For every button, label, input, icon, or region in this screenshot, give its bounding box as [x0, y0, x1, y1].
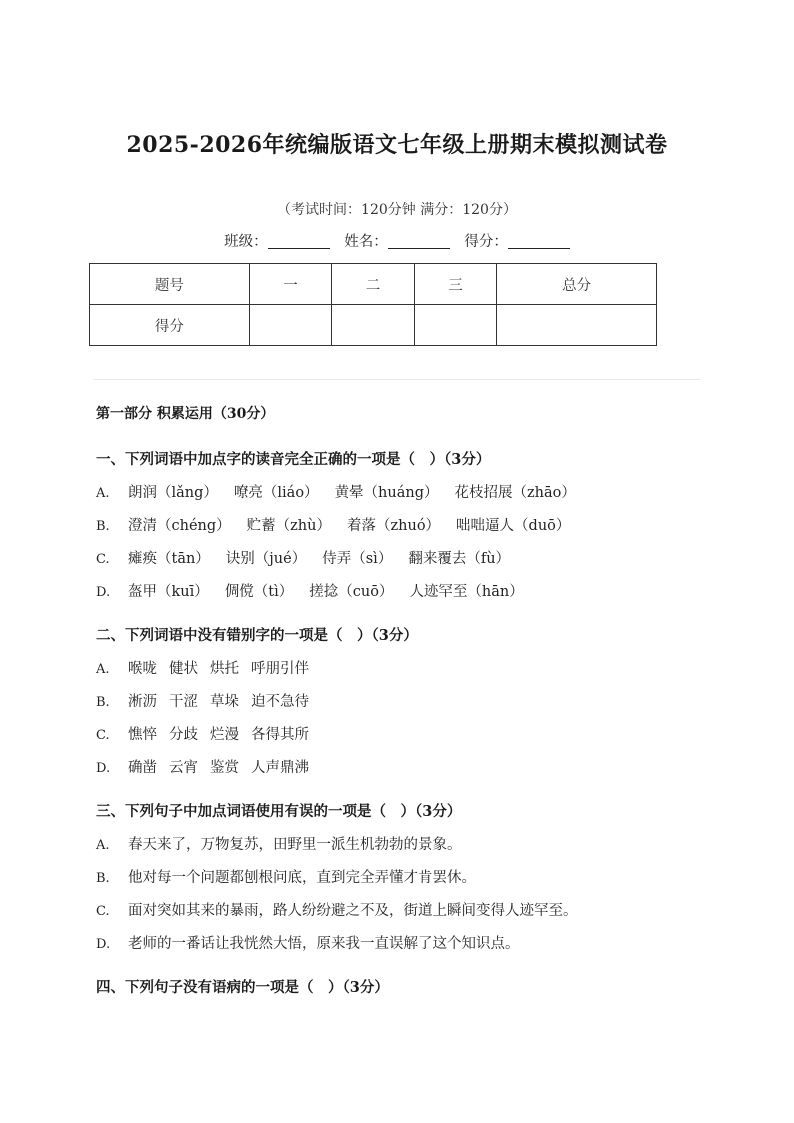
score-row-label: 得分 — [90, 305, 250, 346]
header-cell-part-2: 二 — [332, 264, 415, 305]
question-2-option-b — [96, 690, 321, 711]
option-letter: B. — [96, 871, 110, 886]
option-word: 干涩 — [169, 694, 198, 710]
option-word: 分歧 — [169, 727, 198, 743]
option-word: 澄清（chéng） — [128, 518, 231, 534]
option-word: 确凿 — [128, 760, 157, 776]
exam-info: （考试时间：120分钟 满分：120分） — [277, 202, 517, 218]
option-word: 黄晕（huáng） — [334, 485, 439, 501]
option-word: 盔甲（kuī） — [128, 584, 209, 600]
option-word: 朗润（lǎng） — [128, 485, 218, 501]
class-label: 班级： — [224, 234, 268, 250]
option-letter: A. — [96, 838, 110, 853]
score-label: 得分： — [464, 234, 508, 250]
option-word: 呼朋引伴 — [251, 661, 309, 677]
header-cell-part-1: 一 — [249, 264, 332, 305]
header-cell-part-3: 三 — [414, 264, 497, 305]
option-letter: C. — [96, 552, 110, 567]
score-table — [89, 263, 657, 346]
exam-title: 2025-2026年统编版语文七年级上册期末模拟测试卷 — [126, 132, 668, 158]
option-letter: B. — [96, 695, 110, 710]
option-word: 健状 — [169, 661, 198, 677]
score-table-score-row — [90, 305, 657, 346]
option-word: 诀别（jué） — [225, 551, 307, 567]
question-1-title: 一、下列词语中加点字的读音完全正确的一项是（ ）（3分） — [96, 451, 491, 468]
option-letter: B. — [96, 519, 110, 534]
option-letter: C. — [96, 904, 110, 919]
score-cell-part-1[interactable] — [249, 305, 332, 346]
question-2-option-d — [96, 756, 321, 777]
question-3-title: 三、下列句子中加点词语使用有误的一项是（ ）（3分） — [96, 803, 462, 820]
question-3-option-b — [96, 866, 476, 887]
option-word: 贮蓄（zhù） — [246, 518, 331, 534]
option-letter: D. — [96, 761, 111, 776]
option-word: 人迹罕至（hān） — [409, 584, 524, 600]
option-text: 春天来了，万物复苏，田野里一派生机勃勃的景象。 — [128, 837, 462, 853]
option-word: 人声鼎沸 — [251, 760, 309, 776]
option-word: 咄咄逼人（duō） — [456, 518, 571, 534]
question-3-option-d — [96, 932, 520, 953]
option-word: 喉咙 — [128, 661, 157, 677]
question-1-option-b — [96, 514, 586, 535]
option-word: 瘫痪（tān） — [128, 551, 210, 567]
question-2-title: 二、下列词语中没有错别字的一项是（ ）（3分） — [96, 627, 418, 644]
score-cell-part-2[interactable] — [332, 305, 415, 346]
option-word: 烘托 — [210, 661, 239, 677]
question-1-option-d — [96, 580, 540, 601]
question-4-title: 四、下列句子没有语病的一项是（ ）（3分） — [96, 979, 389, 996]
option-word: 草垛 — [210, 694, 239, 710]
divider — [94, 379, 700, 380]
question-2-option-a — [96, 657, 321, 678]
option-word: 各得其所 — [251, 727, 309, 743]
option-letter: A. — [96, 662, 110, 677]
option-letter: D. — [96, 937, 111, 952]
option-letter: A. — [96, 486, 110, 501]
score-table-header-row — [90, 264, 657, 305]
header-cell-question-no: 题号 — [90, 264, 250, 305]
option-text: 他对每一个问题都刨根问底，直到完全弄懂才肯罢休。 — [128, 870, 476, 886]
option-word: 翻来覆去（fù） — [408, 551, 511, 567]
option-word: 侍弄（sì） — [322, 551, 393, 567]
option-word: 倜傥（tì） — [224, 584, 294, 600]
option-word: 鉴赏 — [210, 760, 239, 776]
question-3-option-a — [96, 833, 462, 854]
question-1-option-c — [96, 547, 526, 568]
name-blank[interactable] — [388, 234, 450, 249]
option-word: 烂漫 — [210, 727, 239, 743]
option-word: 迫不急待 — [251, 694, 309, 710]
score-blank[interactable] — [508, 234, 570, 249]
option-text: 老师的一番话让我恍然大悟，原来我一直误解了这个知识点。 — [128, 936, 520, 952]
class-blank[interactable] — [268, 234, 330, 249]
question-1-option-a — [96, 481, 592, 502]
option-word: 憔悴 — [128, 727, 157, 743]
part-1-title: 第一部分 积累运用（30分） — [96, 406, 275, 422]
question-2-option-c — [96, 723, 321, 744]
option-word: 淅沥 — [128, 694, 157, 710]
question-3-option-c — [96, 899, 578, 920]
option-letter: C. — [96, 728, 110, 743]
score-cell-part-3[interactable] — [414, 305, 497, 346]
option-word: 花枝招展（zhāo） — [454, 485, 576, 501]
option-word: 着落（zhuó） — [347, 518, 441, 534]
option-word: 云宵 — [169, 760, 198, 776]
header-cell-total: 总分 — [497, 264, 657, 305]
student-info-row — [0, 230, 794, 251]
option-text: 面对突如其来的暴雨，路人纷纷避之不及，街道上瞬间变得人迹罕至。 — [128, 903, 578, 919]
score-cell-total[interactable] — [497, 305, 657, 346]
option-word: 嘹亮（liáo） — [233, 485, 319, 501]
name-label: 姓名： — [344, 234, 388, 250]
option-letter: D. — [96, 585, 111, 600]
option-word: 搓捻（cuō） — [309, 584, 394, 600]
